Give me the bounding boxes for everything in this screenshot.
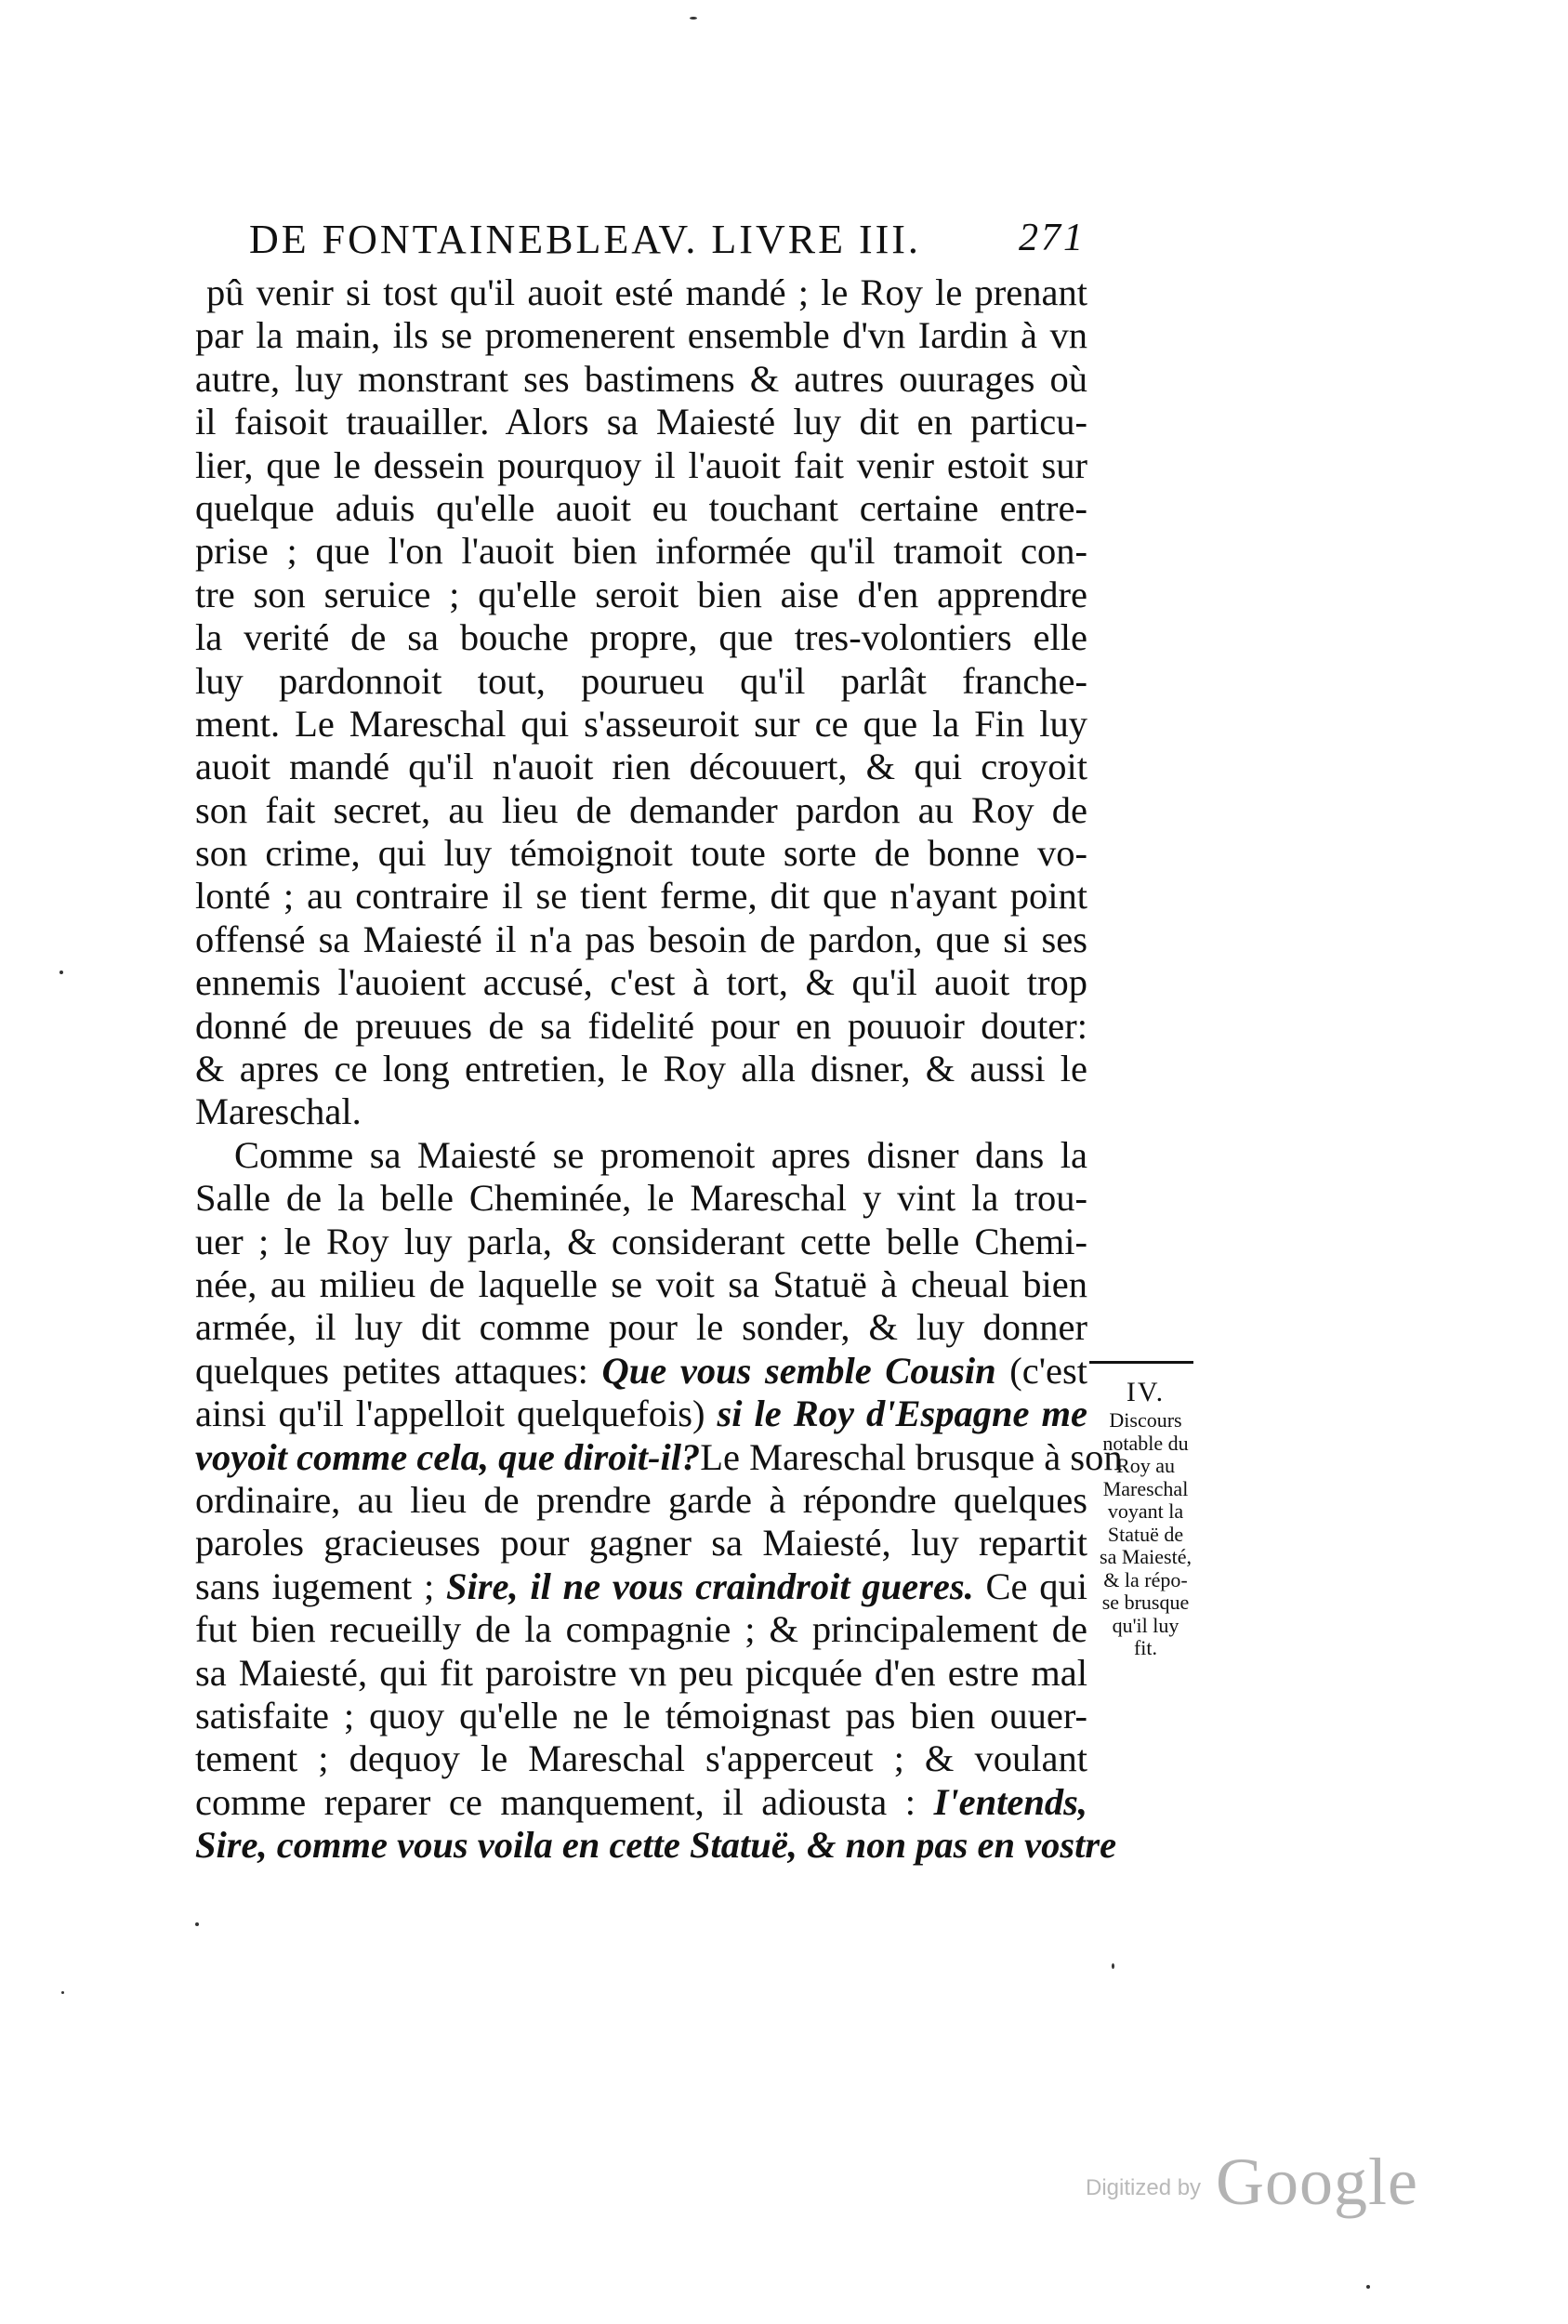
text-line <box>195 1350 1087 1393</box>
ink-speck <box>61 1991 64 1994</box>
text-segment: (c'est <box>1009 1349 1088 1392</box>
text-line: lier, que le dessein pourquoy il l'auoit fait venir estoit sur <box>195 443 1087 486</box>
text-line: pû venir si tost qu'il auoit esté mandé ; le Roy le prenant <box>206 271 1087 313</box>
running-head <box>249 216 1086 271</box>
text-line: sa Maiesté, qui fit paroistre vn peu picquée d'en estre mal <box>195 1651 1087 1694</box>
margin-note-line: Discours <box>1109 1408 1182 1432</box>
ink-speck <box>1112 1963 1114 1969</box>
margin-note-line: Statuë de <box>1107 1522 1184 1546</box>
text-line: son fait secret, au lieu de demander pardon au Roy de <box>195 788 1087 831</box>
text-segment: comme reparer ce manquement, il adiousta : <box>195 1780 916 1823</box>
text-line: née, au milieu de laquelle se voit sa Statuë à cheual bien <box>195 1262 1087 1305</box>
digitized-watermark <box>1086 2144 1420 2227</box>
text-line: son crime, qui luy témoignoit toute sorte de bonne vo- <box>195 832 1087 875</box>
text-line: uer ; le Roy luy parla, & considerant cette belle Chemi- <box>195 1220 1087 1262</box>
google-logo: Google <box>1216 2145 1418 2219</box>
text-line: auoit mandé qu'il n'auoit rien découuert, & qui croyoit <box>195 746 1087 788</box>
text-segment: Ce qui <box>985 1565 1087 1607</box>
ink-speck <box>195 1922 199 1926</box>
margin-note-line: notable du <box>1102 1431 1189 1455</box>
margin-note-line: se brusque <box>1101 1591 1190 1614</box>
text-line: tement ; dequoy le Mareschal s'apperceut ; & voulant <box>195 1737 1087 1780</box>
text-line: tre son seruice ; qu'elle seroit bien aise d'en apprendre <box>195 573 1087 615</box>
ink-speck <box>690 17 697 20</box>
margin-note-line: qu'il luy <box>1112 1613 1179 1637</box>
text-segment: ainsi qu'il l'appelloit quelquefois) <box>195 1393 705 1435</box>
margin-note-line: voyant la <box>1107 1499 1184 1523</box>
italic-quote: Que vous semble Cousin <box>601 1349 996 1392</box>
watermark-prefix: Digitized by <box>1086 2175 1202 2200</box>
text-line: satisfaite ; quoy qu'elle ne le témoignast pas bien ouuer- <box>195 1694 1087 1736</box>
text-line: fut bien recueilly de la compagnie ; & principalement de <box>195 1608 1087 1651</box>
text-line: Comme sa Maiesté se promenoit apres disner dans la <box>234 1133 1087 1176</box>
text-line: ennemis l'auoient accusé, c'est à tort, & qu'il auoit trop <box>195 961 1087 1004</box>
text-segment: Le Mareschal brusque à son <box>700 1435 1123 1478</box>
text-line: ment. Le Mareschal qui s'asseuroit sur ce que la Fin luy <box>195 702 1087 745</box>
margin-note <box>1087 1376 1204 1660</box>
text-line: autre, luy monstrant ses bastimens & autres ouurages où <box>195 357 1087 400</box>
ink-speck <box>1366 2285 1370 2289</box>
text-segment: sans iugement ; <box>195 1565 435 1607</box>
margin-note-line: & la répo- <box>1103 1567 1188 1591</box>
italic-quote: Sire, il ne vous craindroit gueres. <box>445 1565 974 1607</box>
margin-note-line: Roy au <box>1116 1454 1175 1477</box>
text-line: paroles gracieuses pour gagner sa Maiesté, luy repartit <box>195 1522 1087 1565</box>
margin-rule <box>1089 1361 1193 1364</box>
text-line: offensé sa Maiesté il n'a pas besoin de pardon, que si ses <box>195 918 1087 960</box>
text-line: par la main, ils se promenerent ensemble d'vn Iardin à vn <box>195 314 1087 357</box>
text-line: luy pardonnoit tout, pourueu qu'il parlât franche- <box>195 659 1087 702</box>
text-line: armée, il luy dit comme pour le sonder, & luy donner <box>195 1306 1087 1349</box>
margin-note-line: Mareschal <box>1102 1476 1189 1500</box>
page-number: 271 <box>1019 217 1086 259</box>
italic-quote: I'entends, <box>933 1780 1087 1823</box>
text-line: & apres ce long entretien, le Roy alla disner, & aussi le <box>195 1048 1087 1090</box>
italic-quote: si le Roy d'Espagne me <box>717 1393 1087 1435</box>
text-line <box>195 1824 1117 1867</box>
text-line: Mareschal. <box>195 1090 362 1133</box>
text-segment: quelques petites attaques: <box>195 1349 588 1392</box>
text-line <box>195 1435 1123 1479</box>
italic-quote: voyoit comme cela, que diroit-il? <box>195 1435 701 1478</box>
text-line: quelque aduis qu'elle auoit eu touchant certaine entre- <box>195 486 1087 529</box>
running-title: DE FONTAINEBLEAV. LIVRE III. <box>249 217 921 262</box>
margin-note-number: IV. <box>1126 1377 1166 1407</box>
text-line: Salle de la belle Cheminée, le Mareschal y vint la trou- <box>195 1177 1087 1220</box>
body-text <box>195 271 1123 1867</box>
text-line: lonté ; au contraire il se tient ferme, dit que n'ayant point <box>195 875 1087 918</box>
margin-note-line: fit. <box>1133 1636 1158 1659</box>
text-line: la verité de sa bouche propre, que tres-volontiers elle <box>195 616 1087 659</box>
text-line <box>195 1781 1087 1824</box>
italic-quote: Sire, comme vous voila en cette Statuë, & non pas en vostre <box>195 1824 1117 1867</box>
text-line <box>195 1565 1087 1608</box>
text-line: prise ; que l'on l'auoit bien informée qu'il tramoit con- <box>195 530 1087 573</box>
ink-speck <box>59 971 63 974</box>
text-line: il faisoit trauailler. Alors sa Maiesté luy dit en particu- <box>195 401 1087 443</box>
text-line: donné de preuues de sa fidelité pour en pouuoir douter: <box>195 1004 1087 1047</box>
text-line: ordinaire, au lieu de prendre garde à répondre quelques <box>195 1478 1087 1521</box>
margin-note-line: sa Maiesté, <box>1100 1545 1192 1568</box>
text-line <box>195 1393 1087 1435</box>
